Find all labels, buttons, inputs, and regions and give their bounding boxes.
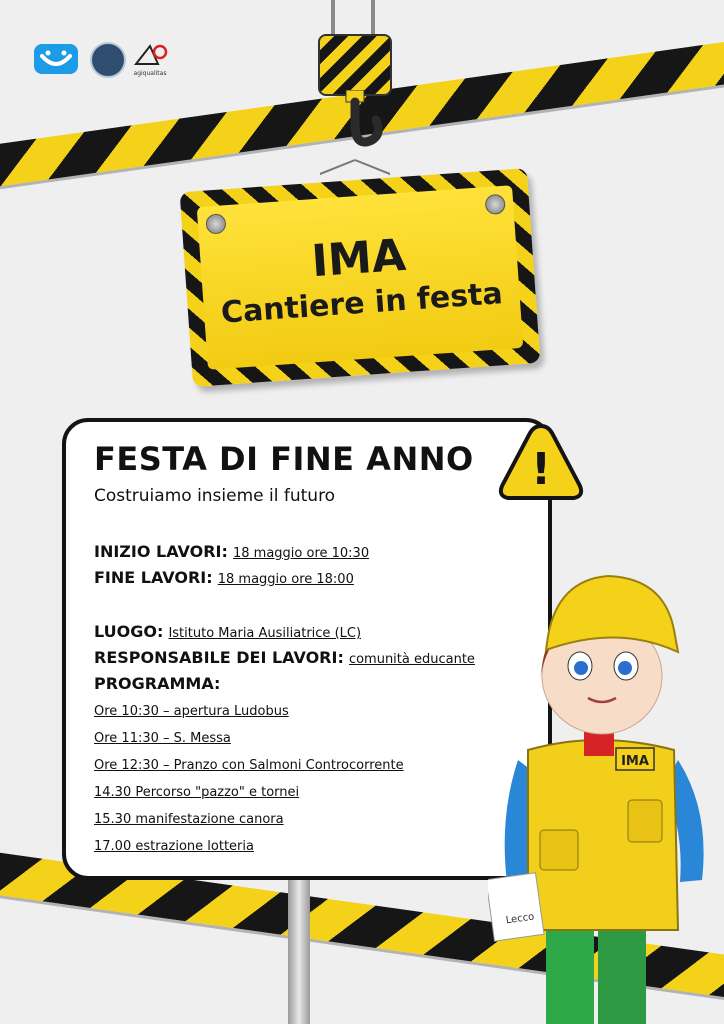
end-row bbox=[94, 568, 354, 587]
sign-pole bbox=[288, 874, 310, 1024]
logo-blue-square bbox=[34, 44, 78, 74]
logo-agiqualitas-text: agiqualitas bbox=[133, 70, 167, 77]
card-subtitle: Costruiamo insieme il futuro bbox=[94, 486, 336, 506]
place-label: LUOGO: bbox=[94, 622, 164, 641]
start-label: INIZIO LAVORI: bbox=[94, 542, 228, 561]
crane-hook-block bbox=[318, 34, 392, 96]
paper-text: Lecco bbox=[505, 911, 536, 927]
start-row bbox=[94, 542, 369, 561]
triangle-logo-icon bbox=[130, 42, 170, 66]
bolt-icon bbox=[485, 194, 506, 215]
worker-character-illustration bbox=[488, 560, 724, 1024]
place-row bbox=[94, 622, 361, 641]
program-item: 14.30 Percorso "pazzo" e tornei bbox=[94, 785, 300, 800]
manager-label: RESPONSABILE DEI LAVORI: bbox=[94, 648, 344, 667]
end-value: 18 maggio ore 18:00 bbox=[217, 572, 354, 587]
start-value: 18 maggio ore 10:30 bbox=[232, 546, 370, 561]
hanging-sign bbox=[180, 168, 541, 387]
crane-cables bbox=[325, 0, 381, 36]
warning-symbol: ! bbox=[530, 444, 552, 495]
program-label: PROGRAMMA: bbox=[94, 674, 221, 693]
smile-icon bbox=[34, 44, 78, 74]
end-label: FINE LAVORI: bbox=[94, 568, 213, 587]
sign-title: IMA bbox=[309, 229, 408, 287]
bolt-icon bbox=[205, 213, 226, 234]
place-value: Istituto Maria Ausiliatrice (LC) bbox=[168, 626, 362, 641]
logo-crest bbox=[90, 42, 126, 78]
program-item: Ore 12:30 – Pranzo con Salmoni Controcorrente bbox=[94, 758, 404, 773]
logo-agiqualitas bbox=[130, 42, 170, 76]
sign-subtitle: Cantiere in festa bbox=[219, 275, 504, 331]
warning-icon bbox=[496, 420, 586, 504]
hook-icon bbox=[320, 90, 390, 190]
program-item: Ore 11:30 – S. Messa bbox=[94, 731, 231, 746]
vest-badge: IMA bbox=[621, 754, 649, 769]
manager-value: comunità educante bbox=[348, 652, 475, 667]
manager-row bbox=[94, 648, 475, 667]
program-item: 15.30 manifestazione canora bbox=[94, 812, 284, 827]
program-item: 17.00 estrazione lotteria bbox=[94, 839, 254, 854]
program-item: Ore 10:30 – apertura Ludobus bbox=[94, 704, 289, 719]
card-heading: FESTA DI FINE ANNO bbox=[94, 440, 474, 478]
